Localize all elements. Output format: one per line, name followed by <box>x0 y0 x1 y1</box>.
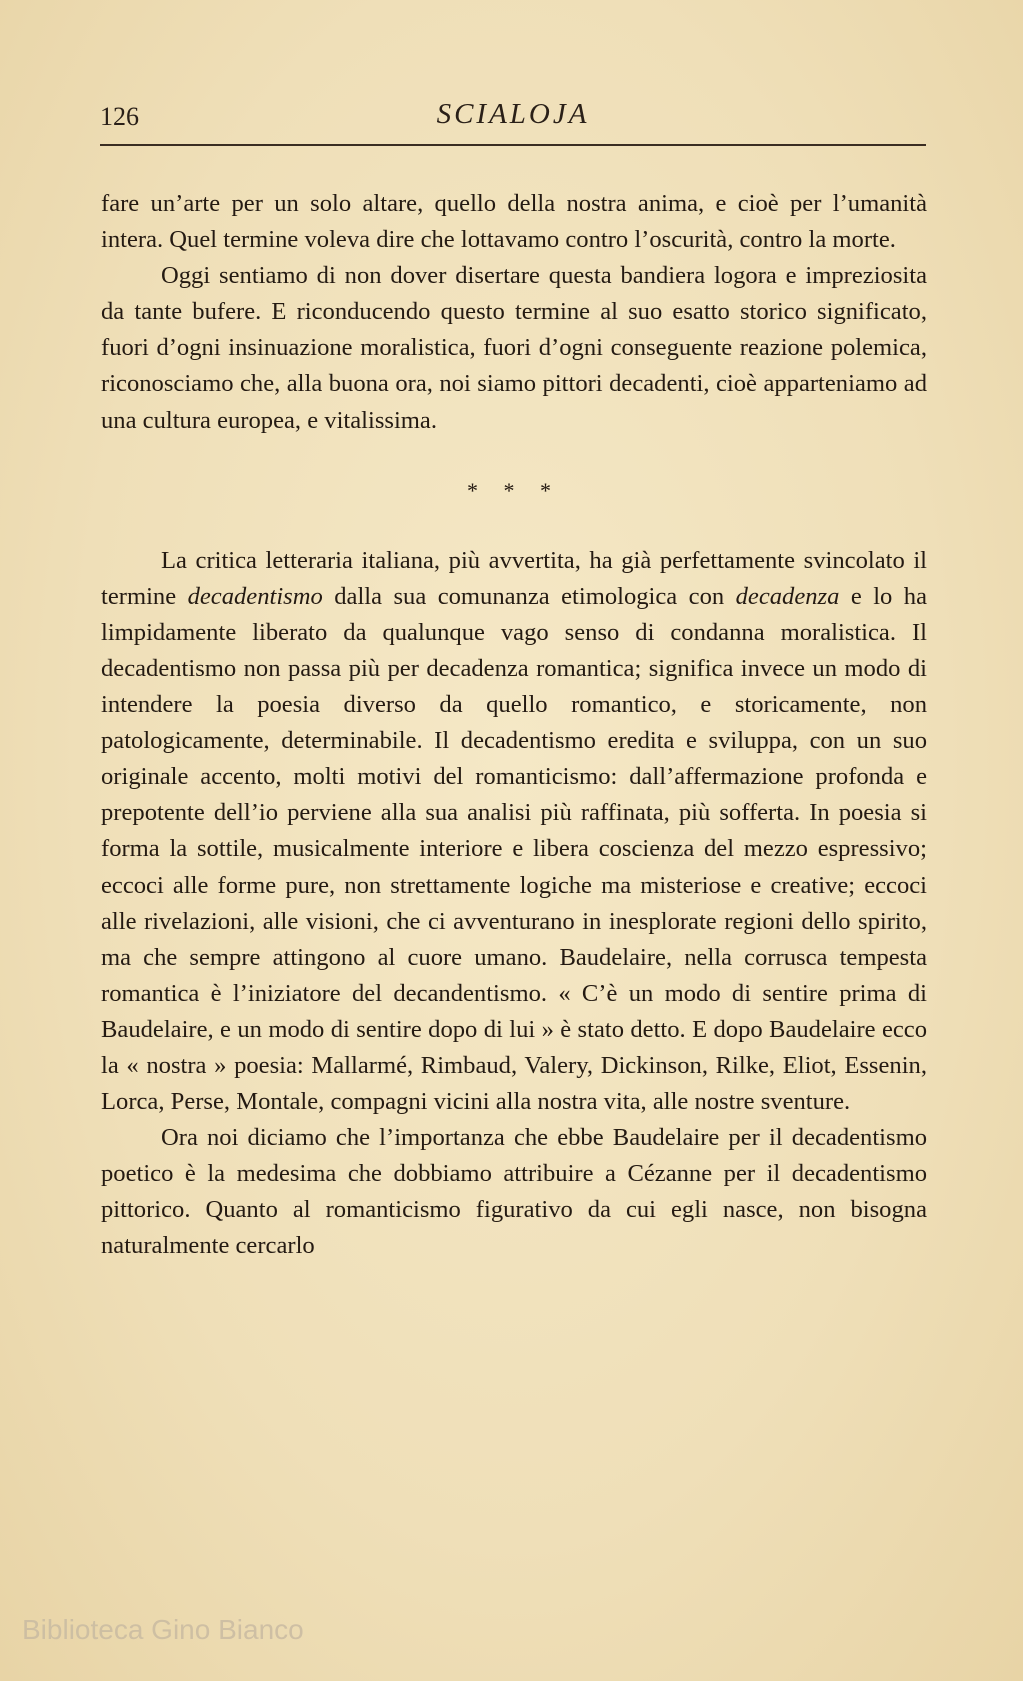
paragraph-3-part-c: e lo ha limpidamente liberato da qualunque vago senso di condanna moralistica. Il decadentismo non passa più per decadenza romantica; significa invece un modo di intendere la poesia diverso da quello romantico, e storicamente, non patologicamente, determinabile. Il decadentismo eredita e sviluppa, con un suo originale accento, molti motivi del romanticismo: dall’affermazione profonda e prepotente dell’io perviene alla sua analisi più raffinata, più sofferta. In poesia si forma la sottile, musicalmente interiore e libera coscienza del mezzo espressivo; eccoci alle forme pure, non strettamente logiche ma misteriose e creative; eccoci alle rivelazioni, alle visioni, che ci avventurano in inesplorate regioni dello spirito, ma che sempre attingono al cuore umano. Baudelaire, nella corrusca tempesta romantica è l’iniziatore del decandentismo. « C’è un modo di sentire prima di Baudelaire, e un modo di sentire dopo di lui » è stato detto. E dopo Baudelaire ecco la « nostra » poesia: Mallarmé, Rimbaud, Valery, Dickinson, Rilke, Eliot, Essenin, Lorca, Perse, Montale, compagni vicini alla nostra vita, alle nostre sventure. <box>101 582 927 1116</box>
paragraph-4: Ora noi diciamo che l’importanza che ebbe Baudelaire per il decadentismo poetico è la medesima che dobbiamo attribuire a Cézanne per il decadentismo pittorico. Quanto al romanticismo figurativo da cui egli nasce, non bisogna naturalmente cercarlo <box>101 1124 927 1260</box>
page-header <box>100 96 926 140</box>
paragraph-3 <box>101 543 927 1121</box>
paragraph-2: Oggi sentiamo di non dover disertare questa bandiera logora e impreziosita da tante bufere. E riconducendo questo termine al suo esatto storico significato, fuori d’ogni insinuazione moralistica, fuori d’ogni conseguente reazione polemica, riconosciamo che, alla buona ora, noi siamo pittori decadenti, cioè apparteniamo ad una cultura europea, e vitalissima. <box>101 262 927 434</box>
library-watermark: Biblioteca Gino Bianco <box>22 1614 304 1645</box>
paragraph-3-part-b: dalla sua comunanza etimologica con <box>322 582 736 610</box>
page-number: 126 <box>100 102 139 131</box>
term-decadenza: decadenza <box>735 582 840 610</box>
term-decadentismo: decadentismo <box>187 582 323 610</box>
paragraph-1: fare un’arte per un solo altare, quello della nostra anima, e cioè per l’umanità intera. Quel termine voleva dire che lottavamo contro l’oscurità, contro la morte. <box>101 190 927 254</box>
running-title: SCIALOJA <box>436 98 590 130</box>
section-separator: * * * <box>467 477 561 503</box>
paragraph-3-part-a: La critica letteraria italiana, più avvertita, ha già perfettamente svincolato il termine <box>101 546 927 610</box>
body-text <box>101 186 927 1265</box>
header-rule <box>100 144 926 146</box>
